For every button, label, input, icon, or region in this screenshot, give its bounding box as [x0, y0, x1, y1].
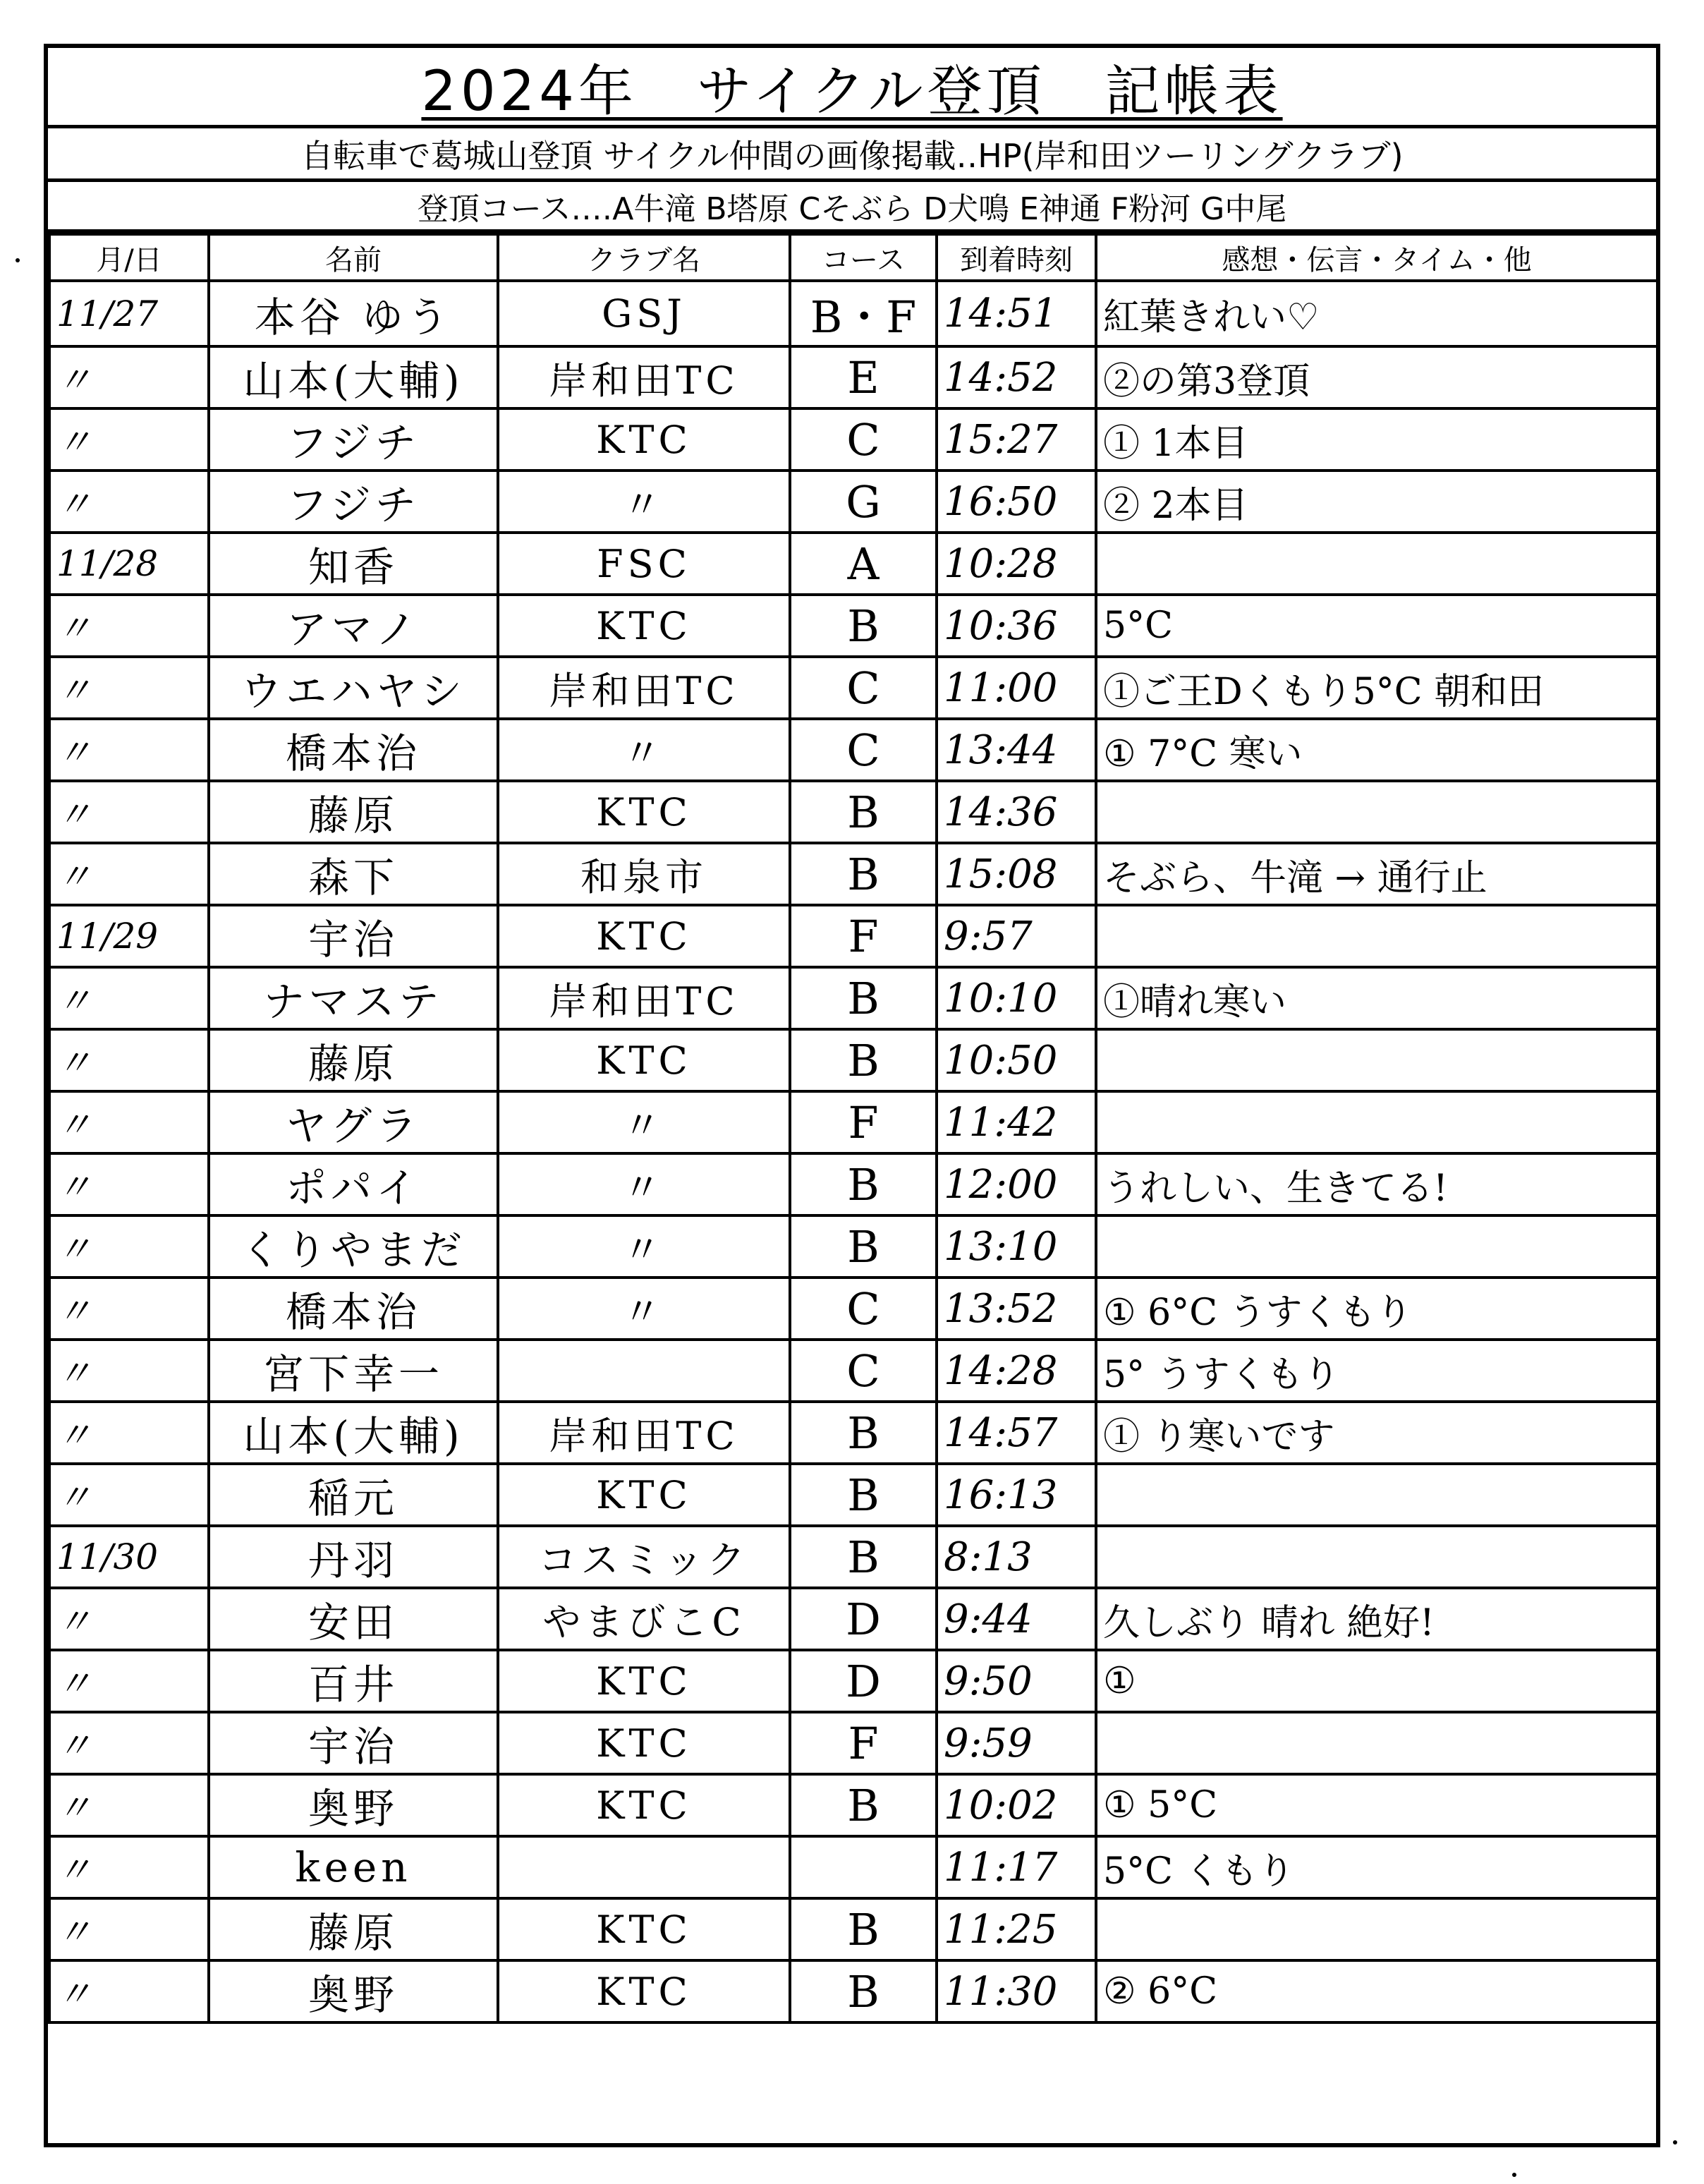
table-row	[49, 1029, 1657, 1091]
cell-name: 稲元	[209, 1464, 498, 1526]
table-row	[49, 1278, 1657, 1340]
cell-date: 〃	[49, 657, 209, 719]
cell-note: 5°C くもり	[1096, 1836, 1657, 1898]
cell-club: 岸和田TC	[498, 967, 790, 1029]
cell-date: 〃	[49, 1091, 209, 1153]
cell-course: C	[790, 1340, 937, 1402]
cell-note	[1096, 1526, 1657, 1588]
cell-note: ① 5°C	[1096, 1774, 1657, 1836]
cell-note: 紅葉きれい♡	[1096, 281, 1657, 346]
table-row	[49, 719, 1657, 781]
cell-note	[1096, 1898, 1657, 1960]
cell-club	[498, 1340, 790, 1402]
cell-note	[1096, 1091, 1657, 1153]
col-header-date: 月/日	[49, 234, 209, 281]
cell-time: 9:44	[937, 1588, 1096, 1650]
cell-name: 山本(大輔)	[209, 1402, 498, 1464]
cell-note: ②の第3登頂	[1096, 346, 1657, 408]
cell-course: G	[790, 471, 937, 533]
cell-course: B	[790, 967, 937, 1029]
cell-name: くりやまだ	[209, 1215, 498, 1278]
stray-mark	[1673, 2140, 1677, 2144]
cell-date: 11/28	[49, 533, 209, 595]
cell-time: 11:30	[937, 1960, 1096, 2022]
cell-name: 藤原	[209, 781, 498, 843]
cell-club: 岸和田TC	[498, 346, 790, 408]
cell-name: フジチ	[209, 471, 498, 533]
cell-time: 11:17	[937, 1836, 1096, 1898]
table-row	[49, 533, 1657, 595]
cell-name: 知香	[209, 533, 498, 595]
page-title: 2024年 サイクル登頂 記帳表	[421, 59, 1283, 123]
cell-course: E	[790, 346, 937, 408]
header-row	[49, 234, 1657, 281]
cell-course: C	[790, 1278, 937, 1340]
cell-date: 〃	[49, 1278, 209, 1340]
cell-time: 8:13	[937, 1526, 1096, 1588]
cell-date: 〃	[49, 408, 209, 471]
table-row	[49, 595, 1657, 657]
cell-course: B	[790, 1898, 937, 1960]
cell-course: B	[790, 595, 937, 657]
cell-course: B	[790, 1402, 937, 1464]
cell-name: 橋本治	[209, 719, 498, 781]
cell-note: 5°C	[1096, 595, 1657, 657]
cell-time: 10:36	[937, 595, 1096, 657]
title-band	[48, 48, 1656, 128]
table-row	[49, 281, 1657, 346]
cell-name: 橋本治	[209, 1278, 498, 1340]
cell-date: 〃	[49, 719, 209, 781]
cell-note: ① 1本目	[1096, 408, 1657, 471]
cell-time: 10:02	[937, 1774, 1096, 1836]
col-header-time: 到着時刻	[937, 234, 1096, 281]
cell-note: ① り寒いです	[1096, 1402, 1657, 1464]
cell-date: 〃	[49, 1402, 209, 1464]
cell-date: 〃	[49, 1898, 209, 1960]
cell-club: KTC	[498, 1650, 790, 1712]
cell-club: 〃	[498, 1215, 790, 1278]
cell-date: 〃	[49, 1588, 209, 1650]
cell-time: 14:28	[937, 1340, 1096, 1402]
col-header-course: コース	[790, 234, 937, 281]
table-row	[49, 408, 1657, 471]
log-table	[48, 233, 1659, 2024]
cell-club: 和泉市	[498, 843, 790, 905]
cell-course	[790, 1836, 937, 1898]
cell-date: 〃	[49, 1836, 209, 1898]
cell-name: 本谷 ゆう	[209, 281, 498, 346]
cell-date: 〃	[49, 1029, 209, 1091]
cell-time: 11:00	[937, 657, 1096, 719]
cell-club: KTC	[498, 595, 790, 657]
cell-time: 14:36	[937, 781, 1096, 843]
cell-note: ①	[1096, 1650, 1657, 1712]
cell-time: 15:27	[937, 408, 1096, 471]
cell-club: KTC	[498, 905, 790, 967]
table-row	[49, 843, 1657, 905]
col-header-notes: 感想・伝言・タイム・他	[1096, 234, 1657, 281]
cell-date: 11/29	[49, 905, 209, 967]
cell-course: B	[790, 1029, 937, 1091]
cell-date: 〃	[49, 843, 209, 905]
cell-note	[1096, 1712, 1657, 1774]
cell-course: B	[790, 843, 937, 905]
table-row	[49, 1091, 1657, 1153]
cell-name: ポパイ	[209, 1153, 498, 1215]
table-row	[49, 1340, 1657, 1402]
cell-course: D	[790, 1588, 937, 1650]
cell-time: 12:00	[937, 1153, 1096, 1215]
table-row	[49, 1153, 1657, 1215]
cell-name: ナマステ	[209, 967, 498, 1029]
col-header-name: 名前	[209, 234, 498, 281]
cell-club: 岸和田TC	[498, 1402, 790, 1464]
cell-date: 〃	[49, 471, 209, 533]
table-row	[49, 1526, 1657, 1588]
cell-note	[1096, 1215, 1657, 1278]
cell-club: 〃	[498, 1278, 790, 1340]
cell-note: ① 7°C 寒い	[1096, 719, 1657, 781]
cell-name: 藤原	[209, 1898, 498, 1960]
cell-note	[1096, 905, 1657, 967]
cell-time: 15:08	[937, 843, 1096, 905]
cell-name: 宇治	[209, 1712, 498, 1774]
cell-time: 10:10	[937, 967, 1096, 1029]
cell-name: keen	[209, 1836, 498, 1898]
table-row	[49, 1774, 1657, 1836]
cell-club: 〃	[498, 1091, 790, 1153]
cell-club: コスミック	[498, 1526, 790, 1588]
cell-note	[1096, 1464, 1657, 1526]
cell-date: 〃	[49, 781, 209, 843]
cell-course: C	[790, 719, 937, 781]
courses-band	[48, 182, 1656, 233]
cell-club: KTC	[498, 1898, 790, 1960]
stray-mark	[1512, 2173, 1516, 2177]
cell-name: フジチ	[209, 408, 498, 471]
cell-note: 5° うすくもり	[1096, 1340, 1657, 1402]
table-row	[49, 967, 1657, 1029]
cell-club: KTC	[498, 781, 790, 843]
cell-time: 9:57	[937, 905, 1096, 967]
cell-club: 〃	[498, 719, 790, 781]
cell-time: 14:51	[937, 281, 1096, 346]
cell-course: F	[790, 1712, 937, 1774]
cell-course: B	[790, 1464, 937, 1526]
table-row	[49, 1464, 1657, 1526]
cell-course: F	[790, 1091, 937, 1153]
cell-note	[1096, 1029, 1657, 1091]
courses-legend: 登頂コース‥‥A牛滝 B塔原 Cそぶら D犬鳴 E神通 F粉河 G中尾	[417, 190, 1287, 227]
cell-course: B	[790, 1215, 937, 1278]
cell-name: ウエハヤシ	[209, 657, 498, 719]
cell-course: D	[790, 1650, 937, 1712]
table-row	[49, 1650, 1657, 1712]
cell-time: 9:50	[937, 1650, 1096, 1712]
table-row	[49, 905, 1657, 967]
cell-note: うれしい、生きてる!	[1096, 1153, 1657, 1215]
table-row	[49, 1960, 1657, 2022]
cell-name: 森下	[209, 843, 498, 905]
table-row	[49, 1898, 1657, 1960]
cell-note: 久しぶり 晴れ 絶好!	[1096, 1588, 1657, 1650]
cell-course: B	[790, 1960, 937, 2022]
cell-club: 岸和田TC	[498, 657, 790, 719]
cell-name: 奥野	[209, 1774, 498, 1836]
cell-time: 9:59	[937, 1712, 1096, 1774]
cell-time: 11:25	[937, 1898, 1096, 1960]
cell-date: 〃	[49, 967, 209, 1029]
cell-note	[1096, 781, 1657, 843]
cell-name: 藤原	[209, 1029, 498, 1091]
cell-club: 〃	[498, 471, 790, 533]
cell-note: そぶら、牛滝 → 通行止	[1096, 843, 1657, 905]
cell-note: ①晴れ寒い	[1096, 967, 1657, 1029]
cell-date: 〃	[49, 1464, 209, 1526]
table-row	[49, 781, 1657, 843]
cell-course: C	[790, 657, 937, 719]
cell-date: 〃	[49, 595, 209, 657]
table-row	[49, 1215, 1657, 1278]
cell-date: 〃	[49, 1712, 209, 1774]
cell-note	[1096, 533, 1657, 595]
table-row	[49, 1836, 1657, 1898]
cell-date: 〃	[49, 1340, 209, 1402]
cell-time: 10:28	[937, 533, 1096, 595]
cell-course: B	[790, 1774, 937, 1836]
cell-club: KTC	[498, 408, 790, 471]
table-row	[49, 657, 1657, 719]
table-row	[49, 1712, 1657, 1774]
cell-name: 奥野	[209, 1960, 498, 2022]
cell-course: A	[790, 533, 937, 595]
cell-time: 13:44	[937, 719, 1096, 781]
cell-club: KTC	[498, 1774, 790, 1836]
table-row	[49, 1588, 1657, 1650]
cell-course: F	[790, 905, 937, 967]
cell-time: 11:42	[937, 1091, 1096, 1153]
cell-time: 14:52	[937, 346, 1096, 408]
cell-name: 山本(大輔)	[209, 346, 498, 408]
cell-date: 11/30	[49, 1526, 209, 1588]
cell-name: 百井	[209, 1650, 498, 1712]
table-row	[49, 471, 1657, 533]
cell-note: ② 2本目	[1096, 471, 1657, 533]
cell-date: 〃	[49, 1215, 209, 1278]
cell-course: C	[790, 408, 937, 471]
cell-name: 宇治	[209, 905, 498, 967]
cell-name: アマノ	[209, 595, 498, 657]
cell-note: ② 6°C	[1096, 1960, 1657, 2022]
cell-club: KTC	[498, 1712, 790, 1774]
cell-name: 宮下幸一	[209, 1340, 498, 1402]
cell-course: B・F	[790, 281, 937, 346]
table-row	[49, 346, 1657, 408]
cell-club: FSC	[498, 533, 790, 595]
cell-course: B	[790, 781, 937, 843]
cell-course: B	[790, 1153, 937, 1215]
cell-time: 13:10	[937, 1215, 1096, 1278]
cell-club: GSJ	[498, 281, 790, 346]
cell-time: 16:13	[937, 1464, 1096, 1526]
cell-club: KTC	[498, 1464, 790, 1526]
cell-date: 〃	[49, 1153, 209, 1215]
logbook-sheet	[44, 44, 1660, 2147]
cell-club: KTC	[498, 1029, 790, 1091]
cell-club: KTC	[498, 1960, 790, 2022]
cell-time: 13:52	[937, 1278, 1096, 1340]
cell-date: 11/27	[49, 281, 209, 346]
cell-name: ヤグラ	[209, 1091, 498, 1153]
subtitle: 自転車で葛城山登頂 サイクル仲間の画像掲載‥HP(岸和田ツーリングクラブ)	[300, 136, 1404, 175]
log-body	[49, 281, 1657, 2022]
cell-time: 10:50	[937, 1029, 1096, 1091]
cell-date: 〃	[49, 1650, 209, 1712]
col-header-club: クラブ名	[498, 234, 790, 281]
table-row	[49, 1402, 1657, 1464]
cell-club: 〃	[498, 1153, 790, 1215]
cell-name: 安田	[209, 1588, 498, 1650]
stray-mark	[16, 258, 20, 262]
cell-time: 16:50	[937, 471, 1096, 533]
cell-club: やまびこC	[498, 1588, 790, 1650]
subtitle-band	[48, 128, 1656, 182]
cell-course: B	[790, 1526, 937, 1588]
cell-date: 〃	[49, 1960, 209, 2022]
cell-note: ① 6°C うすくもり	[1096, 1278, 1657, 1340]
cell-date: 〃	[49, 1774, 209, 1836]
cell-time: 14:57	[937, 1402, 1096, 1464]
cell-note: ①ご王Dくもり5°C 朝和田	[1096, 657, 1657, 719]
cell-club	[498, 1836, 790, 1898]
cell-date: 〃	[49, 346, 209, 408]
cell-name: 丹羽	[209, 1526, 498, 1588]
